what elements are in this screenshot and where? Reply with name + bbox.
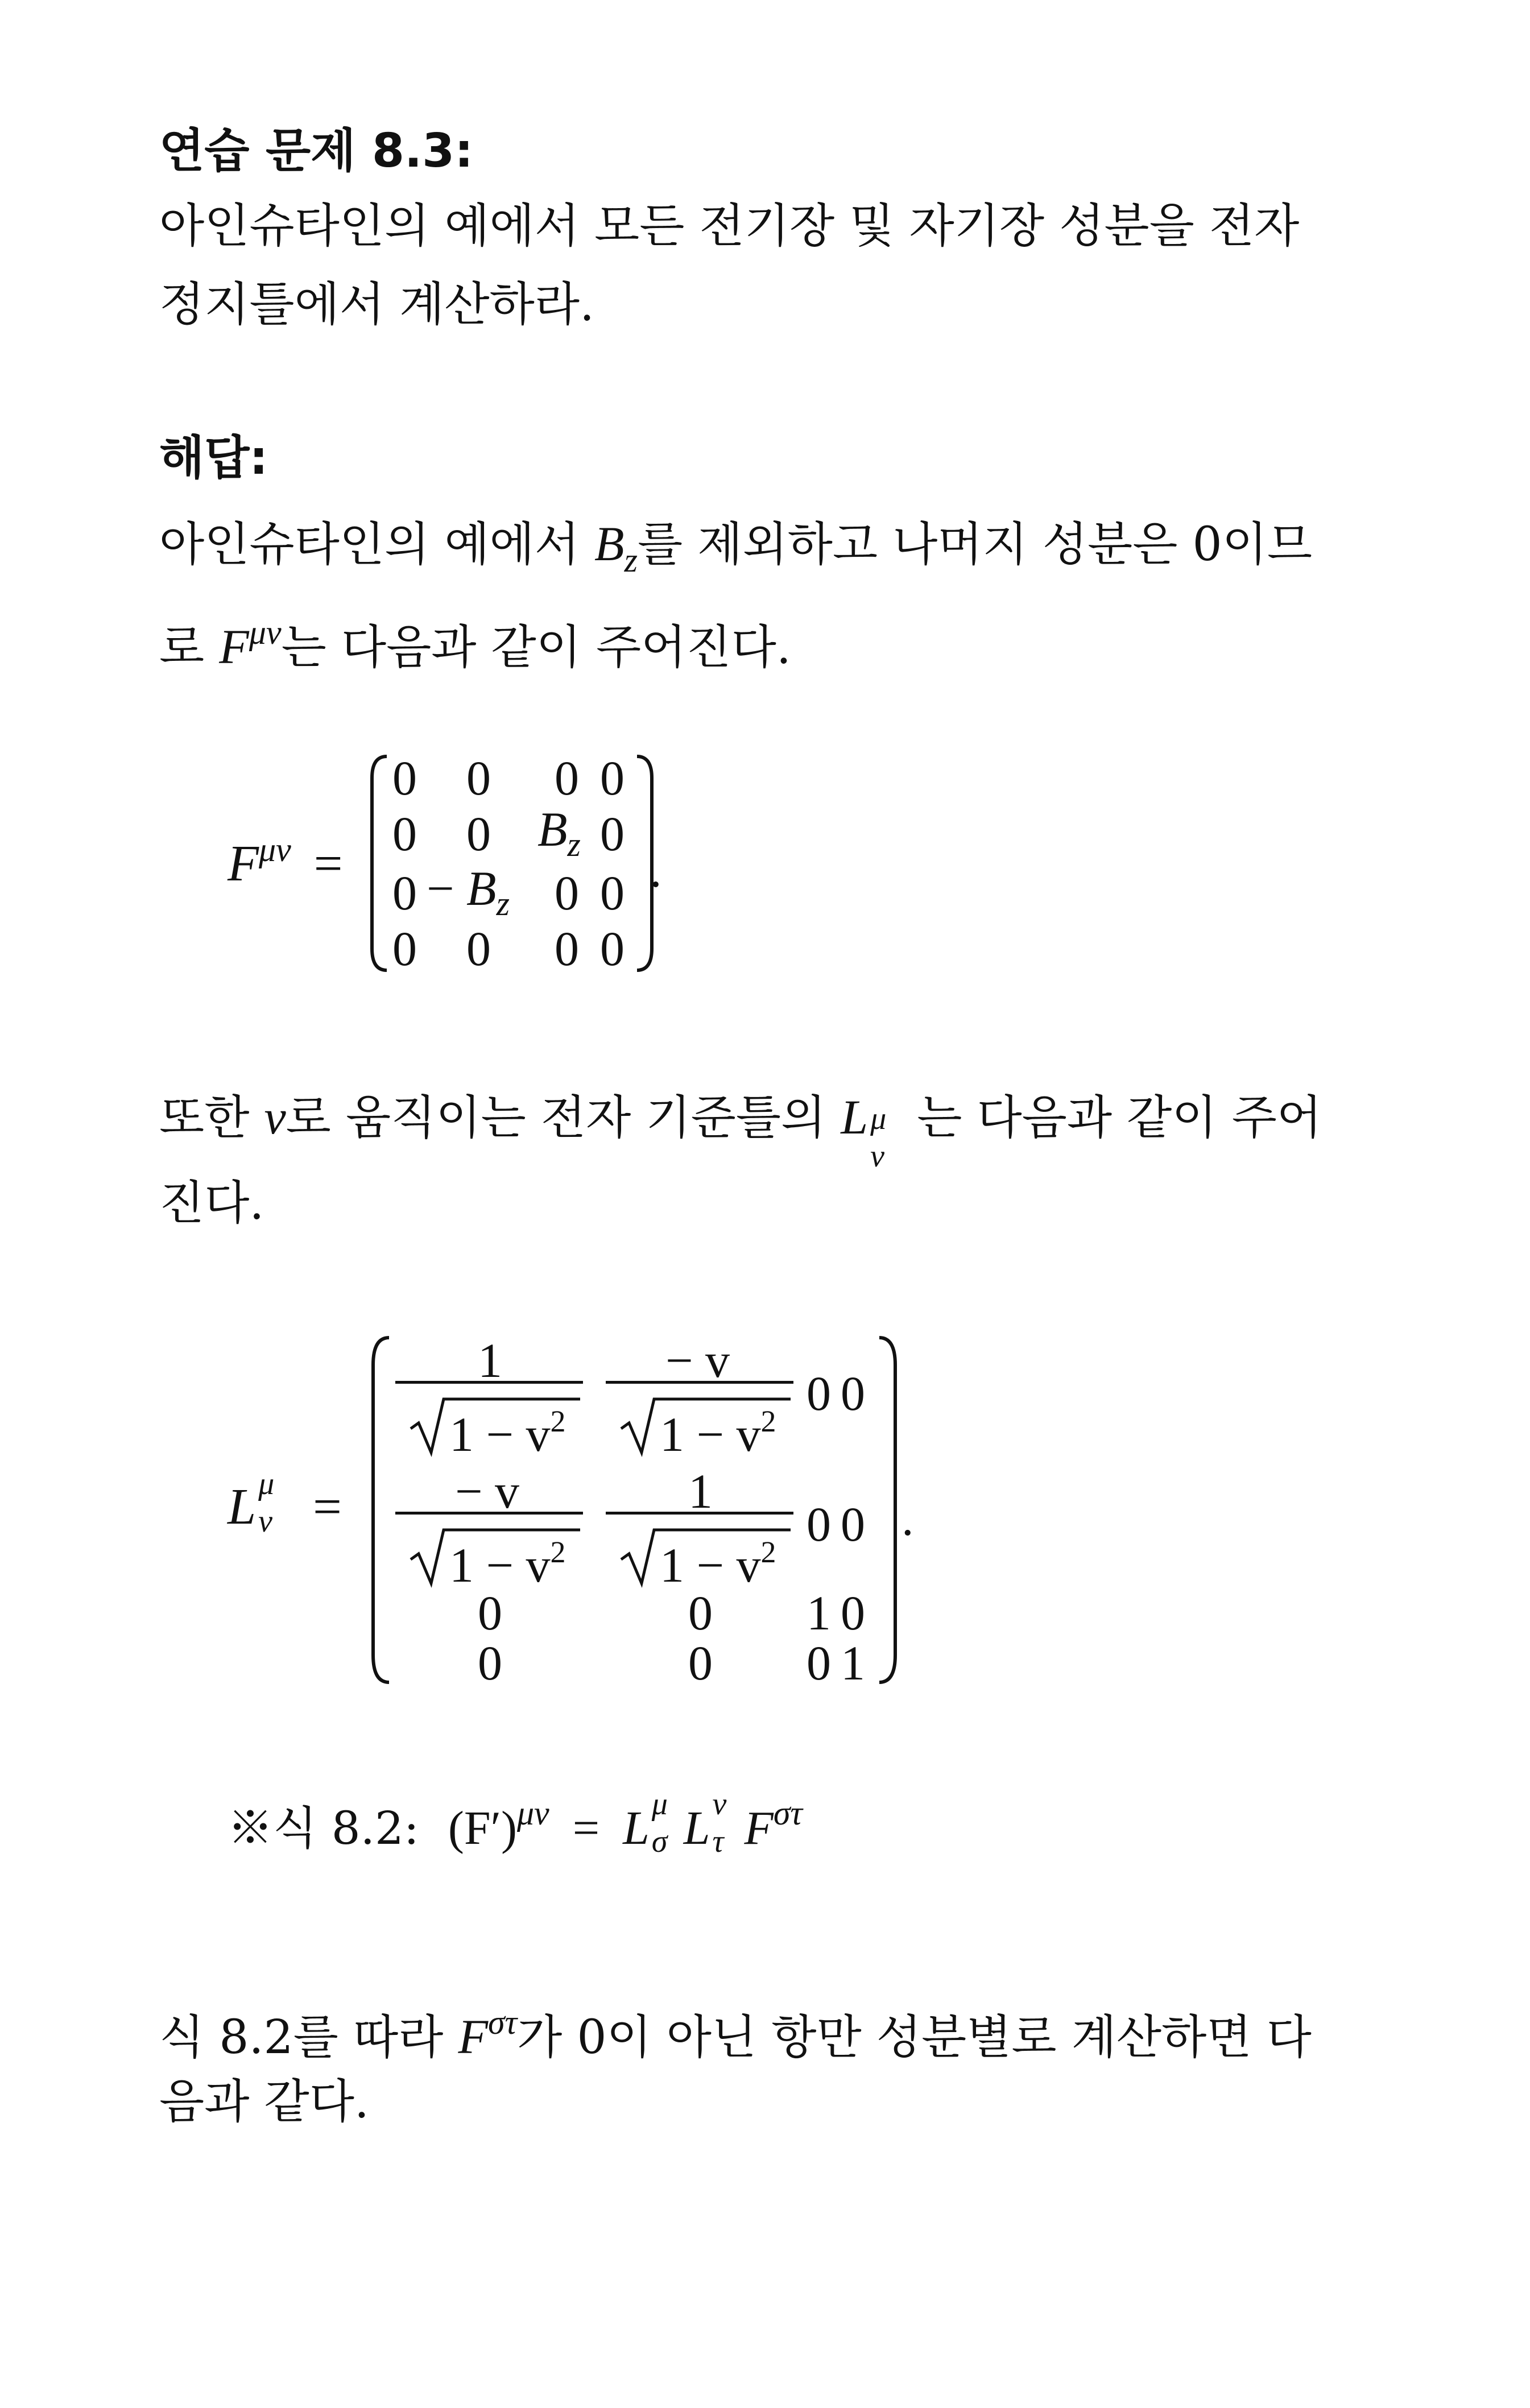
lhs-F: F: [228, 835, 259, 892]
L-cell-3-3: 1: [841, 1636, 865, 1690]
L-sub-nu: ν: [870, 1139, 884, 1174]
problem-line-1: 아인슈타인의 예에서 모든 전기장 및 자기장 성분을 전자: [159, 199, 1300, 253]
note-L1: L: [623, 1802, 650, 1855]
note-equals: =: [572, 1802, 600, 1855]
F-matrix-lhs: [228, 830, 343, 893]
L-matrix-period: .: [902, 1491, 914, 1546]
note-L2: L: [683, 1802, 710, 1855]
L-cell-0-0-denominator: $1 - v^2$: [449, 1404, 566, 1462]
note-L1-sub: σ: [651, 1824, 668, 1859]
F-cell-0-2: 0: [555, 751, 579, 805]
F-cell-1-0: 0: [392, 806, 417, 861]
F-cell-2-3: 0: [600, 866, 625, 920]
note-L2-indices: [710, 1786, 745, 1859]
F-matrix-period: .: [650, 843, 662, 897]
equals-sign: =: [313, 835, 343, 892]
L-cell-0-0-numerator: 1: [478, 1333, 502, 1388]
F-cell-0-0: 0: [392, 751, 417, 805]
solution-heading: 해답:: [159, 431, 268, 485]
F-cell-1-3: 0: [600, 806, 625, 861]
note-L1-indices: [650, 1786, 684, 1859]
solution-paragraph-2-line-1: [159, 1074, 1422, 1174]
L-cell-3-1: 0: [688, 1636, 713, 1690]
solution-paragraph-1-line-2: [159, 589, 1422, 691]
lhs-L: L: [228, 1479, 257, 1535]
superscript-munu: μν: [249, 614, 282, 651]
text: 아인슈타인의 예에서: [159, 518, 595, 572]
F-cell-2-1: − $B_z$: [427, 861, 510, 922]
solution-paragraph-3-line-2: 음과 같다.: [159, 2075, 369, 2129]
L-cell-1-0-denominator: $1 - v^2$: [449, 1535, 566, 1592]
F-cell-3-3: 0: [600, 921, 625, 976]
F-cell-3-0: 0: [392, 921, 417, 976]
note-F: F: [744, 1802, 774, 1855]
equals-sign: =: [313, 1479, 342, 1535]
problem-heading: 연습 문제 8.3:: [159, 124, 473, 178]
symbol-F: F: [458, 2009, 488, 2064]
L-cell-1-1-denominator: $1 - v^2$: [660, 1535, 776, 1592]
L-cell-2-2: 1: [807, 1586, 831, 1640]
text: 가 0이 아닌 항만 성분별로 계산하면 다: [517, 2010, 1312, 2064]
F-cell-0-1: 0: [466, 751, 491, 805]
subscript-z: z: [624, 541, 638, 579]
F-cell-1-1: 0: [466, 806, 491, 861]
text: 는 다음과 같이 주어: [902, 1091, 1322, 1145]
L-cell-1-1-numerator: 1: [688, 1464, 713, 1519]
L-cell-0-3: 0: [841, 1366, 865, 1421]
L-sup-mu: μ: [870, 1101, 887, 1136]
note-F-sup: στ: [773, 1794, 803, 1832]
L-cell-2-0: 0: [478, 1586, 502, 1640]
lhs-indices: [256, 1466, 290, 1539]
solution-paragraph-1-line-1: [159, 500, 1422, 603]
lhs-sub: ν: [258, 1504, 272, 1539]
symbol-B: B: [594, 516, 625, 571]
symbol-F: F: [219, 619, 249, 674]
lhs-sup: μν: [258, 831, 291, 868]
note-mark: ※식 8.2:: [228, 1802, 419, 1855]
L-cell-3-0: 0: [478, 1636, 502, 1690]
note-lhs-sup: μν: [516, 1794, 549, 1832]
note-L2-sup: ν: [712, 1786, 727, 1822]
F-cell-3-2: 0: [555, 921, 579, 976]
L-cell-2-3: 0: [841, 1586, 865, 1640]
text: 로 움직이는 전자 기준틀의: [286, 1091, 841, 1145]
L-indices: [868, 1091, 902, 1174]
superscript-sigmatau: στ: [488, 2004, 518, 2041]
text: 를 제외하고 나머지 성분은 0이므: [637, 518, 1313, 572]
lhs-sup: μ: [258, 1466, 275, 1501]
L-cell-3-2: 0: [807, 1636, 831, 1690]
text: 또한: [159, 1091, 264, 1145]
L-cell-2-1: 0: [688, 1586, 713, 1640]
F-cell-3-1: 0: [466, 921, 491, 976]
symbol-L: L: [841, 1090, 869, 1144]
F-cell-2-2: 0: [555, 866, 579, 920]
text: 는 다음과 같이 주어진다.: [281, 620, 791, 675]
problem-line-2: 정지틀에서 계산하라.: [159, 278, 595, 332]
L-cell-0-1-numerator: − v: [665, 1333, 730, 1388]
L-cell-1-0-numerator: − v: [455, 1464, 520, 1519]
symbol-v: v: [264, 1090, 286, 1144]
note-lhs: (F′): [448, 1802, 517, 1855]
text: 식 8.2를 따라: [159, 2010, 458, 2064]
equation-8-2-note: [228, 1786, 803, 1859]
note-L2-sub: τ: [712, 1824, 724, 1859]
solution-paragraph-2-line-2: 진다.: [159, 1176, 264, 1230]
L-cell-0-2: 0: [807, 1366, 831, 1421]
L-cell-1-2: 0: [807, 1497, 831, 1551]
L-cell-1-3: 0: [841, 1497, 865, 1551]
F-cell-0-3: 0: [600, 751, 625, 805]
F-cell-2-0: 0: [392, 866, 417, 920]
F-cell-1-2: $B_z$: [537, 802, 581, 863]
text: 로: [159, 620, 220, 675]
note-L1-sup: μ: [651, 1786, 668, 1822]
L-cell-0-1-denominator: $1 - v^2$: [660, 1404, 776, 1462]
L-matrix-lhs: [228, 1466, 342, 1539]
